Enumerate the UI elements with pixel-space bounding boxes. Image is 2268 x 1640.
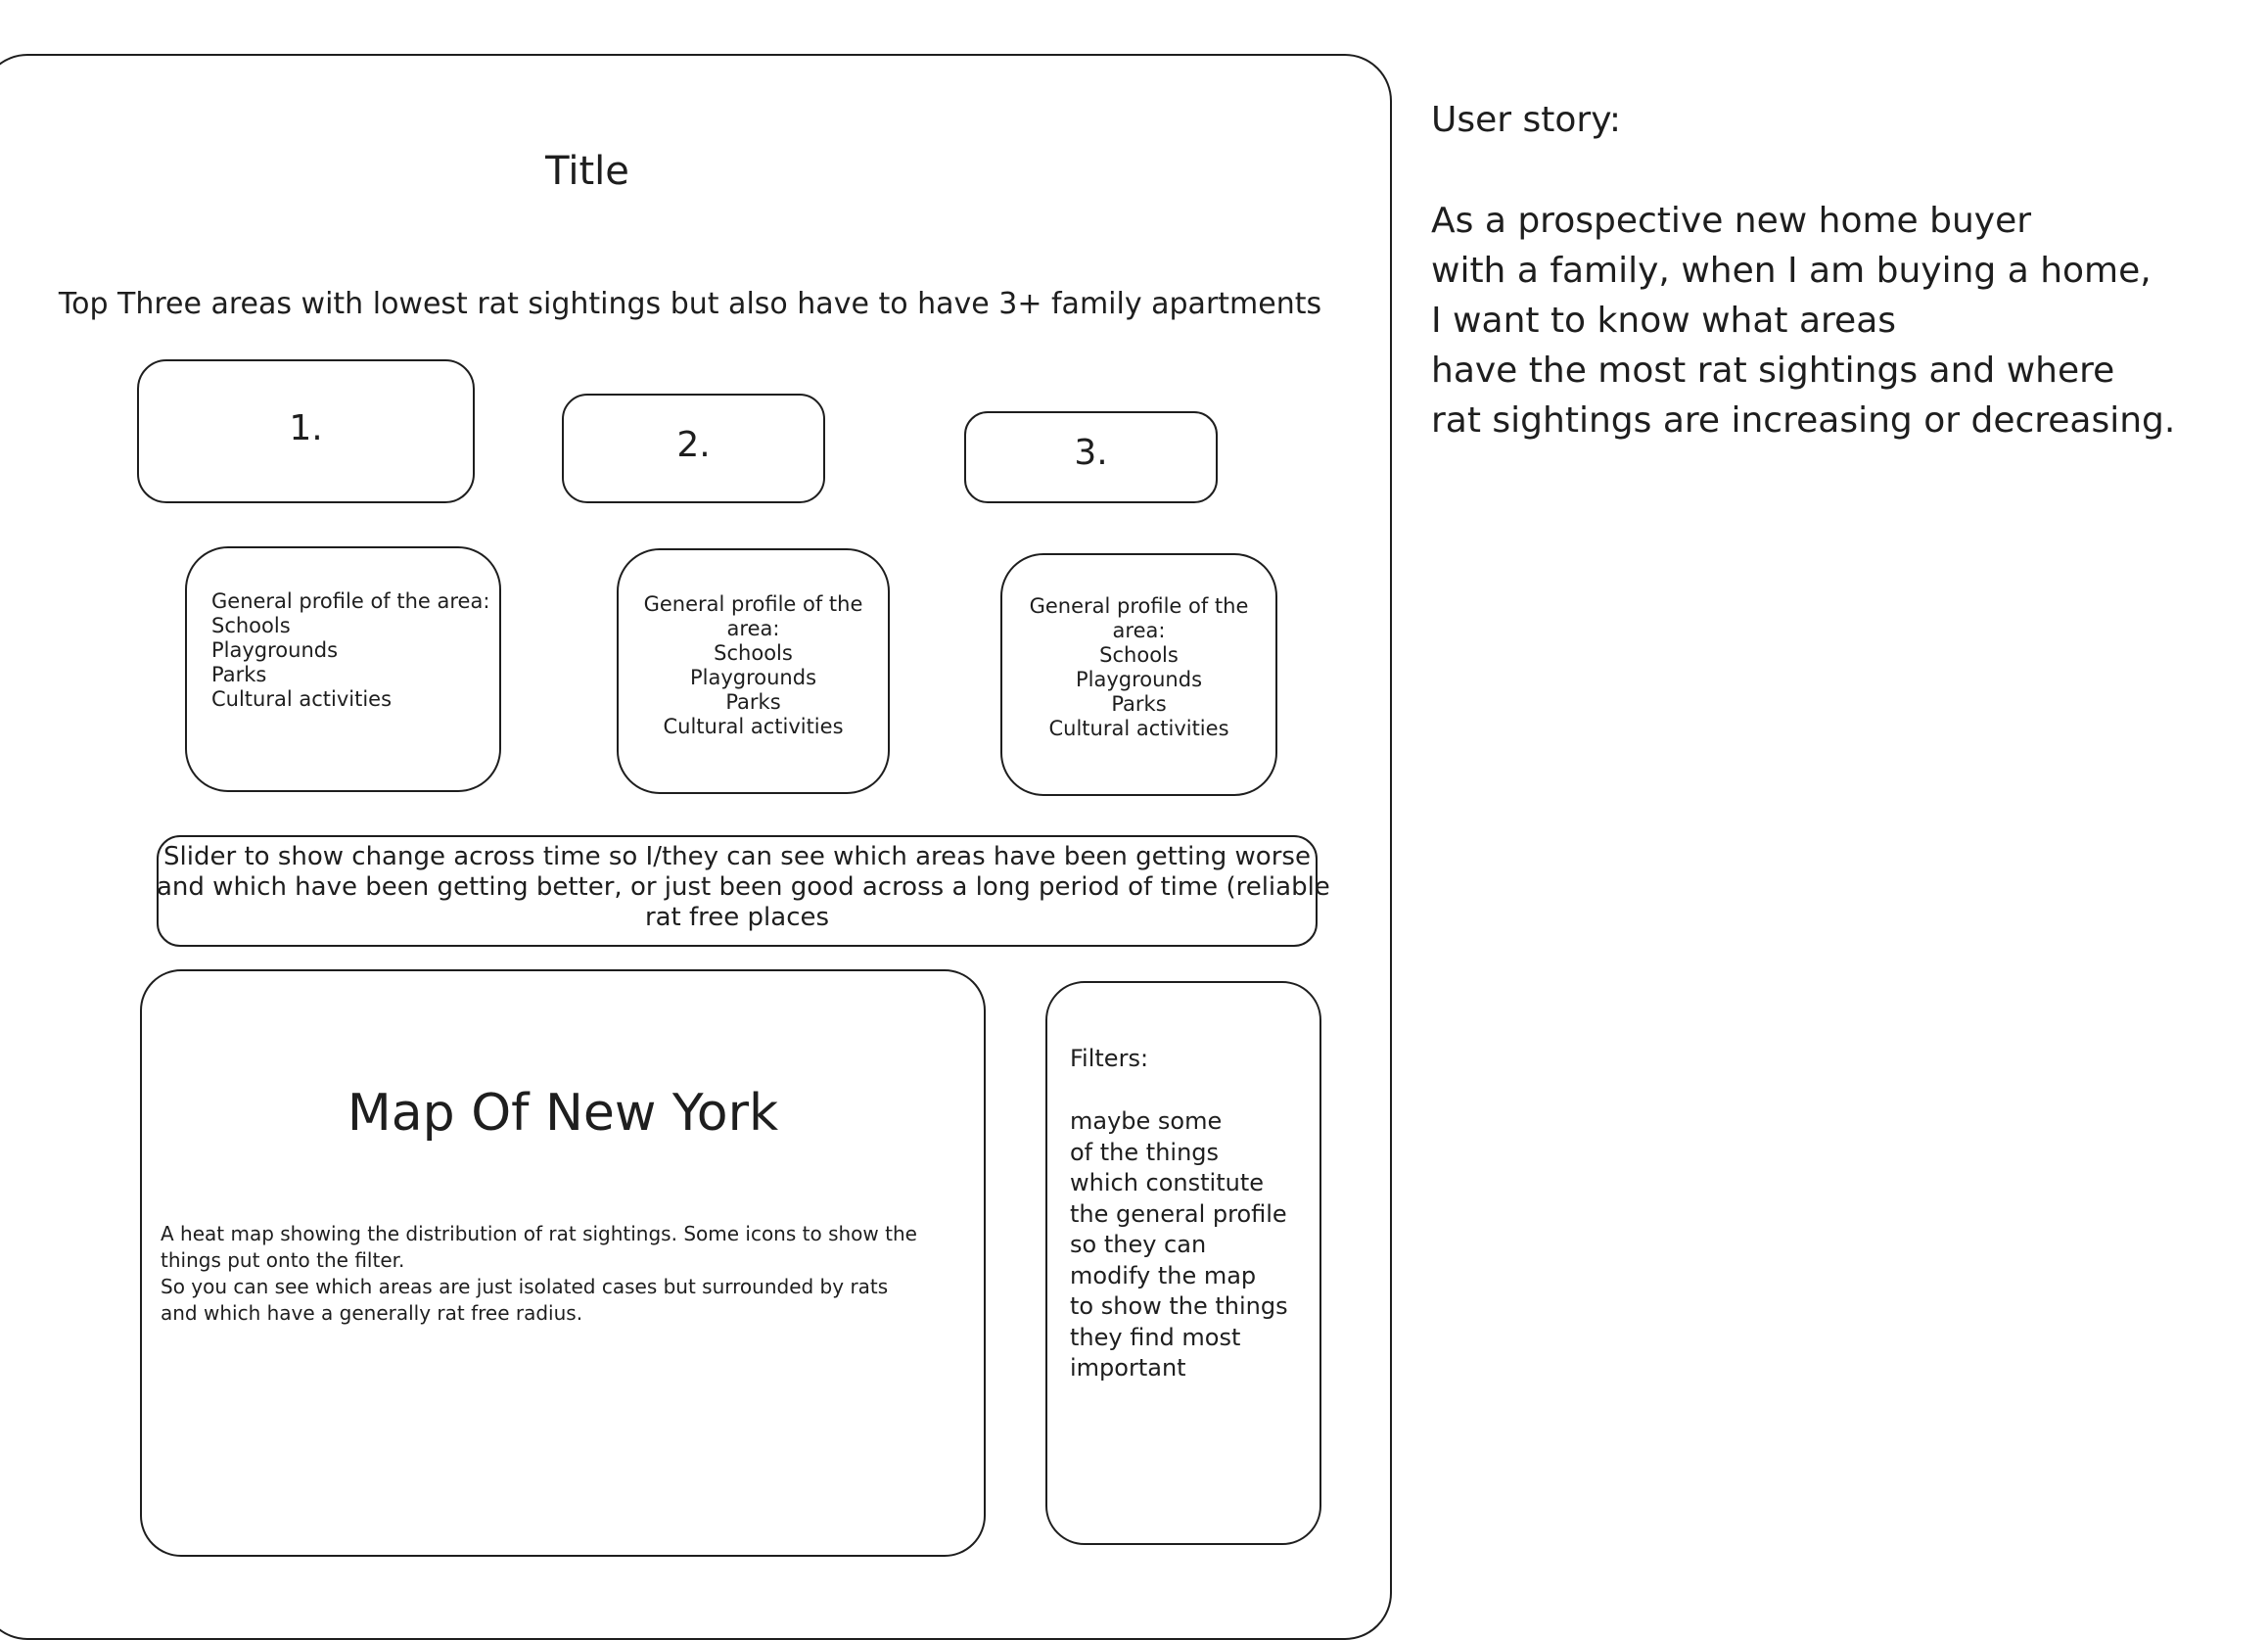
map-description: A heat map showing the distribution of rat sightings. Some icons to show the things put onto the filter. So you can see which areas are just isolated cases but surrounded by rats and which have a generally rat free radius. xyxy=(161,1222,917,1325)
dashboard-subtitle: Top Three areas with lowest rat sightings but also have to have 3+ family apartments xyxy=(58,287,1322,321)
rank-label-2: 2. xyxy=(676,425,711,465)
rank-label-3: 3. xyxy=(1074,433,1108,473)
map-title: Map Of New York xyxy=(347,1084,779,1143)
dashboard-title: Title xyxy=(545,149,629,194)
slider-description: Slider to show change across time so I/they can see which areas have been getting worse and which have been getting better, or just been good across a long period of time (reliable rat free places xyxy=(157,842,1330,932)
profile-text-2: General profile of the area: Schools Playgrounds Parks Cultural activities xyxy=(643,592,863,738)
filters-description: maybe some of the things which constitute the general profile so they can modify the map to show the things they find most important xyxy=(1070,1107,1288,1382)
profile-text-3: General profile of the area: Schools Playgrounds Parks Cultural activities xyxy=(1029,594,1249,740)
rank-label-1: 1. xyxy=(289,408,323,448)
filters-heading: Filters: xyxy=(1070,1045,1149,1072)
user-story-heading: User story: xyxy=(1431,100,1622,140)
profile-text-1: General profile of the area: Schools Playgrounds Parks Cultural activities xyxy=(211,589,490,711)
user-story-text: As a prospective new home buyer with a family, when I am buying a home, I want to know what areas have the most rat sightings and where rat sightings are increasing or decreasing. xyxy=(1431,201,2176,441)
